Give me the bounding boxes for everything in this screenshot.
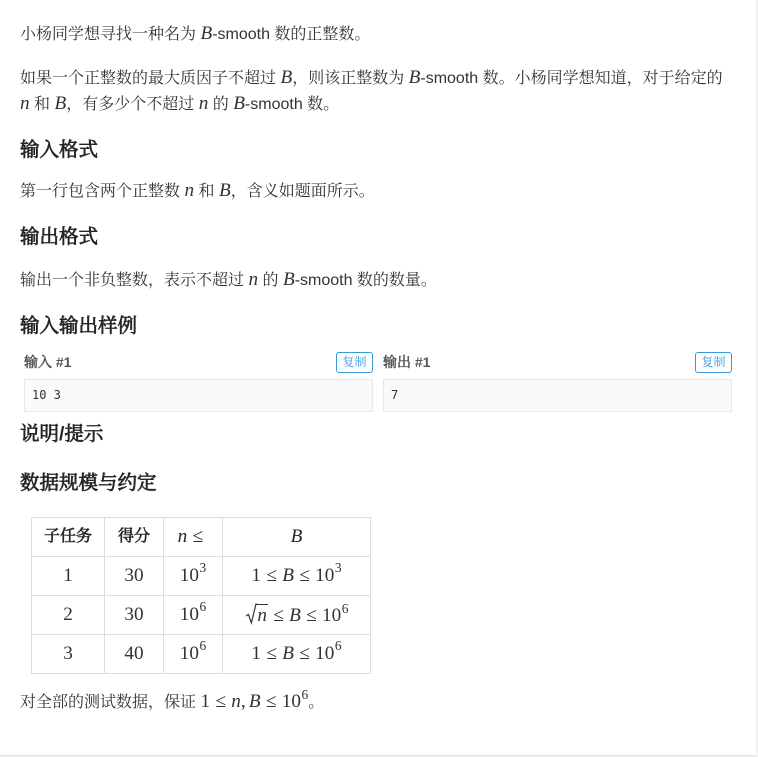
text-segment: 输出一个非负整数，表示不超过 bbox=[20, 272, 249, 289]
math-variable: B bbox=[54, 93, 67, 114]
math-expression bbox=[63, 604, 73, 625]
math-number: 10 bbox=[179, 603, 199, 625]
math-variable: B bbox=[290, 525, 303, 547]
copy-output-button[interactable]: 复制 bbox=[695, 352, 732, 373]
table-cell bbox=[223, 557, 371, 596]
math-variable: B bbox=[248, 691, 261, 712]
math-expression bbox=[184, 180, 194, 201]
math-expression bbox=[20, 93, 30, 114]
copy-input-button[interactable]: 复制 bbox=[336, 352, 373, 373]
math-variable: n bbox=[257, 604, 267, 626]
table-header-cell bbox=[223, 518, 371, 557]
table-row bbox=[32, 557, 371, 596]
math-expression bbox=[251, 560, 342, 586]
math-number: 1 bbox=[251, 564, 262, 586]
input-format-text bbox=[20, 178, 732, 204]
math-variable: n bbox=[231, 691, 241, 712]
sample-output-panel bbox=[383, 352, 732, 412]
math-superscript: 6 bbox=[341, 600, 349, 616]
math-number: 30 bbox=[124, 564, 144, 586]
math-variable: n bbox=[248, 269, 259, 290]
math-number: 10 bbox=[315, 564, 335, 586]
math-variable: n bbox=[198, 93, 209, 114]
radical-sign-icon bbox=[245, 603, 257, 625]
table-row bbox=[32, 596, 371, 635]
math-number: 10 bbox=[179, 642, 199, 664]
table-cell bbox=[105, 557, 164, 596]
math-variable: n bbox=[20, 93, 30, 114]
table-body bbox=[32, 557, 371, 674]
text-segment: ，含义如题面所示。 bbox=[230, 183, 375, 200]
math-expression bbox=[200, 23, 212, 44]
math-expression bbox=[251, 638, 342, 664]
math-superscript: 6 bbox=[301, 686, 309, 702]
text-segment: 和 bbox=[194, 183, 219, 200]
text-segment: 子任务 bbox=[43, 528, 92, 545]
math-expression bbox=[280, 67, 292, 88]
text-segment: 如果一个正整数的最大质因子不超过 bbox=[20, 70, 281, 87]
math-number: 10 bbox=[281, 691, 301, 712]
text-segment: 对全部的测试数据，保证 bbox=[20, 694, 201, 711]
math-variable: B bbox=[280, 67, 293, 88]
input-format-heading: 输入格式 bbox=[20, 139, 99, 161]
math-superscript: 6 bbox=[199, 638, 207, 654]
math-variable: B bbox=[200, 23, 213, 44]
math-number: 1 bbox=[200, 691, 211, 712]
math-relation: ≤ bbox=[215, 691, 226, 712]
math-variable: B bbox=[218, 180, 231, 201]
math-relation: ≤ bbox=[273, 604, 284, 626]
math-number: 10 bbox=[322, 604, 342, 626]
text-segment: 和 bbox=[29, 96, 55, 113]
sample-output-label: 输出 #1 bbox=[383, 354, 431, 370]
text-segment: -smooth 数。 bbox=[244, 96, 340, 113]
math-relation: ≤ bbox=[192, 525, 204, 547]
square-root bbox=[245, 605, 268, 626]
math-expression bbox=[179, 599, 207, 625]
math-number: 1 bbox=[63, 564, 73, 586]
math-relation: ≤ bbox=[299, 564, 310, 586]
text-segment: 第一行包含两个正整数 bbox=[20, 183, 185, 200]
table-header-cell bbox=[105, 518, 164, 557]
math-superscript: 3 bbox=[199, 560, 207, 576]
math-number: 30 bbox=[124, 603, 144, 625]
math-number: 1 bbox=[251, 642, 262, 664]
description-paragraph bbox=[20, 21, 732, 47]
math-expression bbox=[63, 643, 73, 664]
hint-heading: 说明/提示 bbox=[20, 423, 104, 445]
math-expression bbox=[291, 526, 303, 547]
math-punctuation: , bbox=[240, 691, 246, 712]
math-relation: ≤ bbox=[306, 604, 317, 626]
math-variable: B bbox=[289, 604, 301, 626]
table-cell bbox=[164, 635, 223, 674]
math-relation: ≤ bbox=[265, 691, 277, 712]
output-format-heading: 输出格式 bbox=[20, 226, 99, 248]
sample-output-header bbox=[383, 352, 732, 373]
math-superscript: 6 bbox=[199, 599, 207, 615]
sample-input-header bbox=[24, 352, 373, 373]
text-segment: 得分 bbox=[117, 528, 150, 545]
sample-case bbox=[24, 352, 732, 412]
table-cell bbox=[32, 557, 105, 596]
math-expression bbox=[179, 560, 207, 586]
table-cell bbox=[32, 635, 105, 674]
math-variable: B bbox=[408, 67, 421, 88]
text-segment: -smooth 数的数量。 bbox=[294, 272, 437, 289]
math-expression bbox=[219, 180, 231, 201]
math-expression bbox=[245, 600, 349, 626]
table-cell bbox=[105, 635, 164, 674]
math-expression bbox=[233, 93, 245, 114]
math-variable: B bbox=[282, 564, 294, 586]
table-cell bbox=[105, 596, 164, 635]
math-number: 10 bbox=[315, 642, 335, 664]
table-header-cell bbox=[32, 518, 105, 557]
table-row bbox=[32, 635, 371, 674]
math-relation: ≤ bbox=[299, 642, 310, 664]
math-expression bbox=[124, 604, 143, 625]
sample-input-panel bbox=[24, 352, 373, 412]
math-expression bbox=[248, 269, 258, 290]
math-expression bbox=[178, 526, 209, 547]
math-expression bbox=[124, 565, 143, 586]
math-relation: ≤ bbox=[266, 642, 277, 664]
table-header-cell bbox=[164, 518, 223, 557]
text-segment: ，则该正整数为 bbox=[292, 70, 409, 87]
math-variable: B bbox=[233, 93, 245, 114]
text-segment: -smooth 数。小杨同学想知道，对于给定的 bbox=[420, 70, 723, 87]
text-segment: 的 bbox=[208, 96, 234, 113]
math-variable: B bbox=[282, 642, 294, 664]
constraints-note bbox=[20, 686, 732, 715]
text-segment: 小杨同学想寻找一种名为 bbox=[20, 26, 201, 43]
text-segment: ，有多少个不超过 bbox=[66, 96, 199, 113]
sample-input-label: 输入 #1 bbox=[24, 354, 72, 370]
text-segment: 的 bbox=[258, 272, 283, 289]
math-variable: B bbox=[282, 269, 295, 290]
math-number: 3 bbox=[63, 642, 73, 664]
constraints-table bbox=[31, 517, 371, 674]
text-segment: -smooth 数的正整数。 bbox=[212, 26, 371, 43]
text-segment: 。 bbox=[308, 694, 325, 711]
description-paragraph bbox=[20, 65, 732, 117]
table-cell bbox=[32, 596, 105, 635]
math-expression bbox=[124, 643, 143, 664]
math-expression bbox=[283, 269, 295, 290]
math-number: 2 bbox=[63, 603, 73, 625]
table-cell bbox=[223, 596, 371, 635]
math-superscript: 6 bbox=[334, 638, 342, 654]
constraints-heading: 数据规模与约定 bbox=[20, 472, 157, 494]
math-expression bbox=[179, 638, 207, 664]
math-expression bbox=[200, 686, 309, 712]
math-expression bbox=[55, 93, 67, 114]
math-expression bbox=[409, 67, 421, 88]
table-head bbox=[32, 518, 371, 557]
table-cell bbox=[164, 557, 223, 596]
math-relation: ≤ bbox=[266, 564, 277, 586]
math-superscript: 3 bbox=[334, 560, 342, 576]
math-expression bbox=[63, 565, 73, 586]
table-header-row bbox=[32, 518, 371, 557]
sample-output-code: 7 bbox=[383, 379, 732, 412]
math-variable: n bbox=[177, 525, 188, 547]
table-cell bbox=[223, 635, 371, 674]
table-cell bbox=[164, 596, 223, 635]
sample-input-code: 10 3 bbox=[24, 379, 373, 412]
output-format-text bbox=[20, 267, 732, 293]
math-number: 10 bbox=[179, 564, 199, 586]
math-number: 40 bbox=[124, 642, 144, 664]
samples-heading: 输入输出样例 bbox=[20, 315, 138, 337]
math-variable: n bbox=[184, 180, 195, 201]
math-expression bbox=[199, 93, 209, 114]
